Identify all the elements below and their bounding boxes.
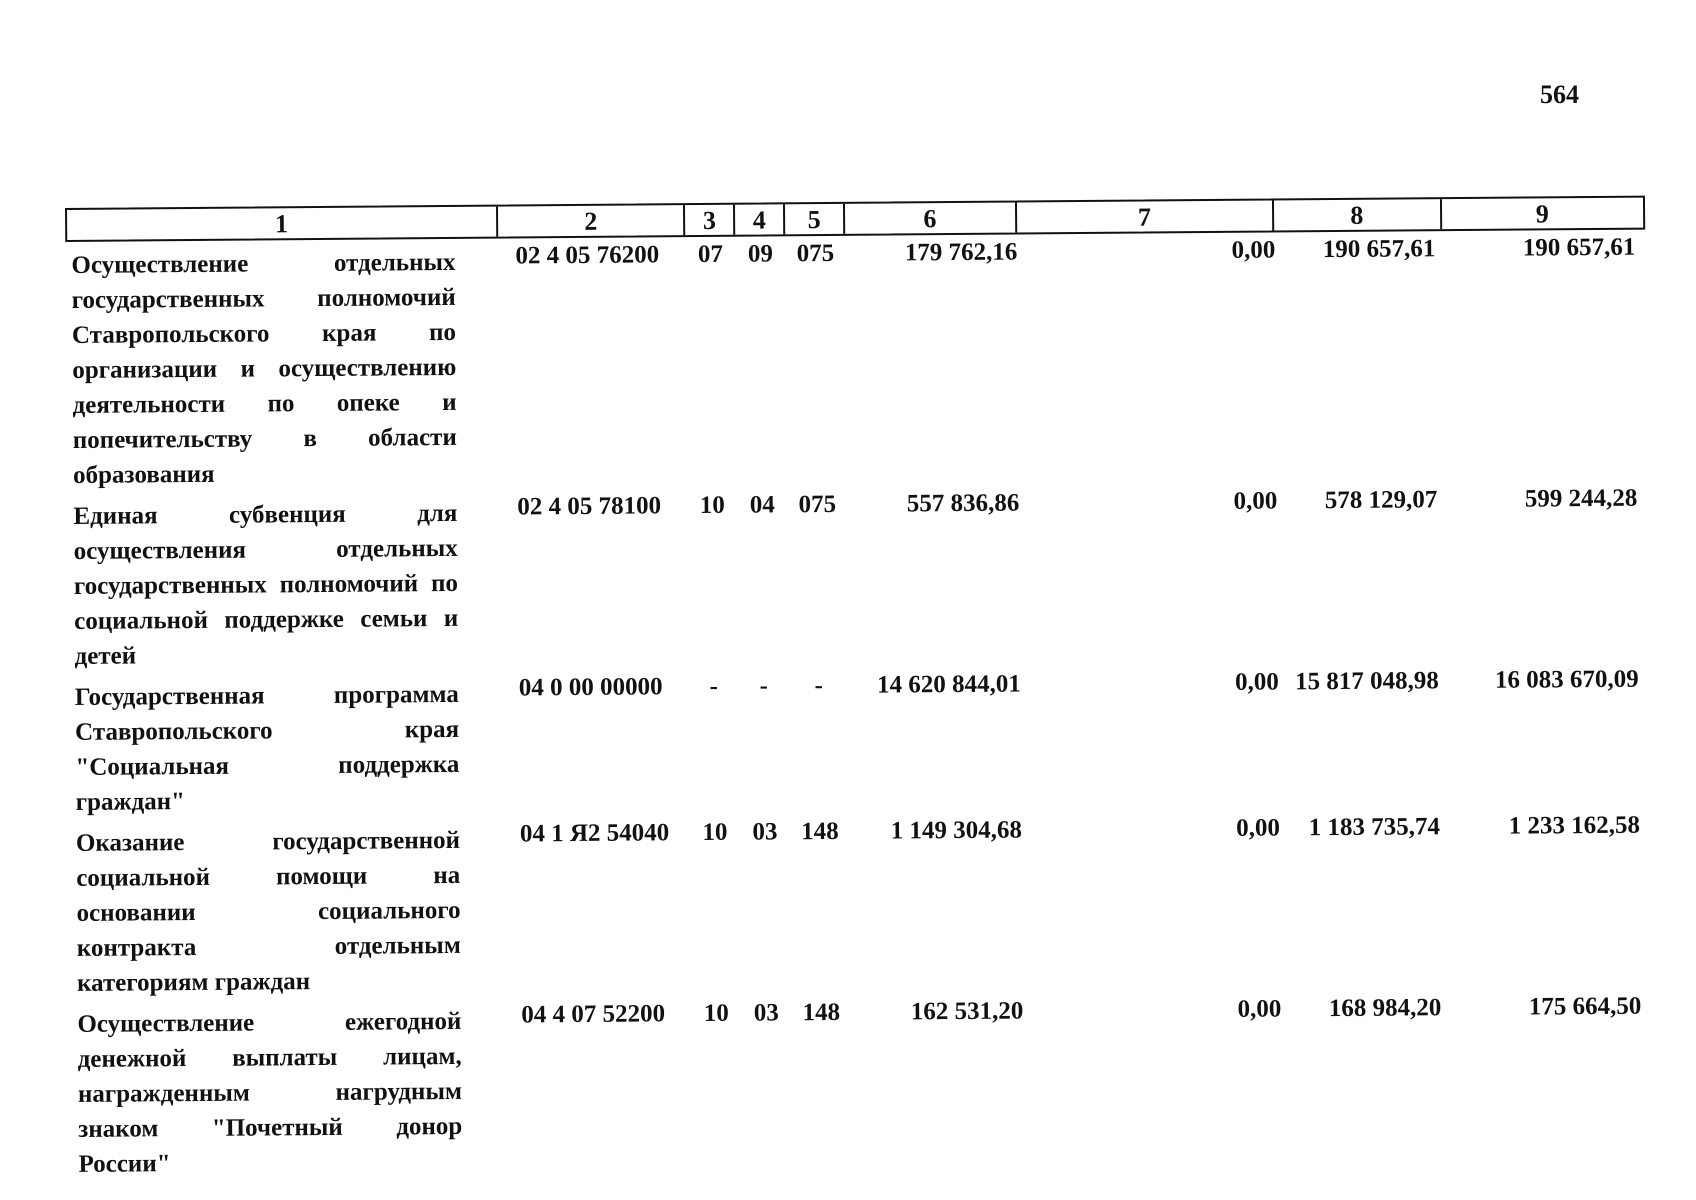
row-col-5: - [814, 672, 824, 700]
row-col-8: 190 657,61 [1322, 235, 1436, 264]
row-col-9: 175 664,50 [1528, 992, 1642, 1021]
row-col-6: 179 762,16 [904, 238, 1018, 267]
row-col-6: 162 531,20 [910, 997, 1024, 1026]
row-col-6: 14 620 844,01 [876, 670, 1021, 699]
row-description: Государственная программа Ставропольского края "Социальная поддержка граждан" [74, 680, 460, 816]
row-col-5: 148 [801, 817, 839, 846]
row-code: 04 1 Я2 54040 [519, 819, 670, 848]
header-col-9: 9 [1535, 199, 1549, 229]
row-col-7: 0,00 [1234, 668, 1279, 696]
row-col-9: 190 657,61 [1522, 233, 1636, 262]
table-row [67, 481, 1648, 674]
row-col-5: 148 [802, 998, 841, 1027]
row-col-8: 168 984,20 [1328, 994, 1442, 1023]
row-description: Единая субвенция для осуществления отдельных государственных полномочий по социальной поддержке семьи и детей [73, 499, 459, 670]
header-col-4: 4 [735, 204, 785, 234]
table-row [71, 989, 1652, 1182]
row-description: Осуществление отдельных государственных полномочий Ставропольского края по организации и осуществлению деятельности по опеке и попечительству в области образования [71, 248, 457, 489]
row-col-8: 578 129,07 [1324, 486, 1438, 515]
table-row [65, 230, 1647, 493]
row-code: 02 4 05 76200 [515, 241, 660, 270]
row-col-6: 557 836,86 [906, 489, 1020, 518]
row-col-8: 1 183 735,74 [1308, 813, 1441, 842]
row-col-8: 15 817 048,98 [1294, 667, 1439, 696]
row-col-3: - [709, 672, 719, 700]
row-code: 04 0 00 00000 [518, 673, 663, 702]
row-col-4: - [759, 672, 769, 700]
row-col-4: 09 [747, 240, 773, 268]
header-col-7: 7 [1017, 201, 1275, 233]
budget-table [65, 196, 1653, 1182]
row-col-9: 599 244,28 [1524, 484, 1638, 513]
header-col-2: 2 [498, 205, 686, 236]
row-description: Оказание государственной социальной помощи на основании социального контракта отдельным категориям граждан [75, 826, 461, 997]
row-col-7: 0,00 [1233, 487, 1278, 515]
header-col-1: 1 [67, 207, 498, 240]
row-col-4: 04 [749, 491, 775, 519]
row-col-5: 075 [798, 490, 837, 519]
row-col-7: 0,00 [1231, 236, 1276, 264]
row-col-4: 03 [752, 818, 778, 846]
row-col-6: 1 149 304,68 [890, 816, 1023, 845]
row-col-9: 16 083 670,09 [1494, 665, 1639, 694]
row-col-7: 0,00 [1236, 814, 1281, 842]
row-col-9: 1 233 162,58 [1508, 811, 1641, 840]
header-col-5: 5 [785, 204, 845, 234]
row-col-7: 0,00 [1237, 995, 1282, 1023]
table-row [69, 662, 1650, 820]
row-description: Осуществление ежегодной денежной выплаты лицам, награжденным нагрудным знаком "Почетный донор России" [77, 1007, 463, 1178]
row-code: 02 4 05 78100 [517, 492, 662, 521]
row-col-3: 10 [703, 999, 729, 1028]
row-col-3: 10 [699, 491, 725, 520]
header-col-6: 6 [845, 203, 1017, 234]
row-col-4: 03 [753, 999, 779, 1027]
row-col-3: 10 [702, 818, 728, 847]
page-number: 564 [1540, 80, 1579, 109]
row-code: 04 4 07 52200 [521, 1000, 666, 1029]
row-col-3: 07 [697, 240, 723, 269]
header-col-8: 8 [1274, 199, 1442, 230]
table-body [65, 230, 1652, 1182]
header-col-3: 3 [685, 205, 735, 235]
table-row [70, 808, 1651, 1001]
row-col-5: 075 [796, 239, 835, 268]
